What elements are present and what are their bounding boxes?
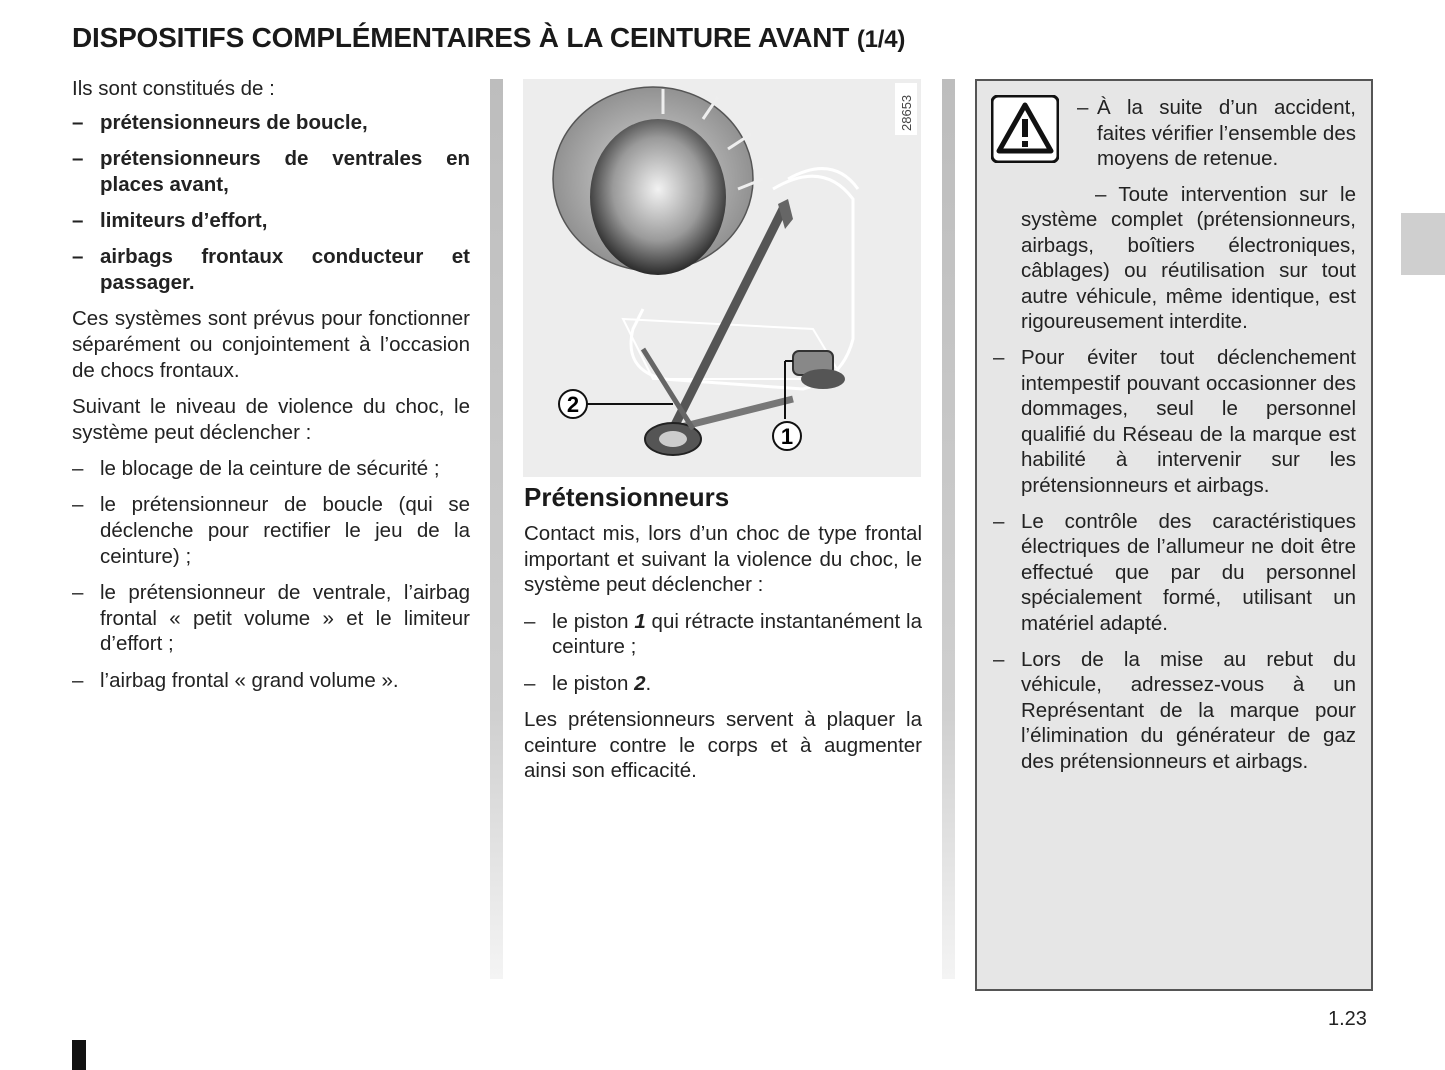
title-main: DISPOSITIFS COMPLÉMENTAIRES À LA CEINTURE AVANT [72,22,850,53]
list-item: – Pour éviter tout déclenchement intempestif pouvant occasionner des dommages, seul le personnel qualifié du Réseau de la marque est habilité à intervenir sur les prétensionneurs et airbags. [993,345,1356,498]
left-column [72,76,470,704]
seat-pretensioner-illustration [523,79,921,477]
piston-number: 2 [634,671,646,695]
paragraph: Contact mis, lors d’un choc de type frontal important et suivant la violence du choc, le système peut déclencher : [524,521,922,597]
callout-2: 2 [566,392,580,417]
piston-list [524,609,922,697]
list-item: – prétensionneurs de ventrales en places avant, [72,146,470,198]
list-item: – limiteurs d’effort, [72,208,470,234]
list-item [524,609,922,661]
intro-text: Ils sont constitués de : [72,77,275,100]
page-number: 1.23 [1328,1008,1367,1030]
list-item [524,671,922,697]
figure-code: 28653 [899,94,914,131]
effects-list [72,456,470,694]
list-item: – airbags frontaux conducteur et passager. [72,244,470,296]
item-text: le piston [552,609,635,633]
seat-airbag-drawing [523,79,921,477]
components-list [72,110,470,296]
list-item: – Lors de la mise au rebut du véhicule, adressez-vous à un Représentant de la marque pour l’élimination du générateur de gaz des prétensionneurs et airbags. [993,647,1356,775]
callout-1: 1 [780,424,794,449]
middle-column [524,482,922,795]
piston-number: 1 [634,609,646,633]
list-item: – le blocage de la ceinture de sécurité ; [72,456,470,482]
page-marker [72,1040,86,1070]
list-item: – le prétensionneur de ventrale, l’airbag frontal « petit volume » et le limiteur d’effort ; [72,580,470,657]
page-title [72,22,905,54]
item-text: . [645,671,652,695]
section-heading: Prétensionneurs [524,482,730,512]
column-divider [490,79,503,979]
item-text: qui rétracte instantanément la ceinture ; [552,609,922,659]
section-tab [1401,213,1445,275]
column-divider [942,79,955,979]
item-text: le piston [552,671,635,695]
warning-text: – À la suite d’un accident, faites vérifier l’ensemble des moyens de retenue. [1077,95,1356,172]
list-item: – prétensionneurs de boucle, [72,110,470,136]
title-part: (1/4) [856,26,906,53]
paragraph: Suivant le niveau de violence du choc, le système peut déclencher : [72,394,470,444]
paragraph: Ces systèmes sont prévus pour fonctionner séparément ou conjointement à l’occasion de chocs frontaux. [72,307,470,382]
warning-box [975,79,1373,991]
warning-text: – Toute intervention sur le système complet (prétensionneurs, airbags, boîtiers électroniques, câblages) ou réutilisation sur tout autre véhicule, même identique, est rigoureusement interdite. [1021,182,1356,334]
list-item: – le prétensionneur de boucle (qui se déclenche pour rectifier le jeu de la ceinture) ; [72,492,470,569]
list-item: – l’airbag frontal « grand volume ». [72,668,470,694]
warning-list [993,345,1356,774]
list-item: – Le contrôle des caractéristiques électriques de l’allumeur ne doit être effectué que par du personnel spécialement formé, utilisant un matériel adapté. [993,509,1356,637]
paragraph: Les prétensionneurs servent à plaquer la ceinture contre le corps et à augmenter ainsi son efficacité. [524,707,922,783]
